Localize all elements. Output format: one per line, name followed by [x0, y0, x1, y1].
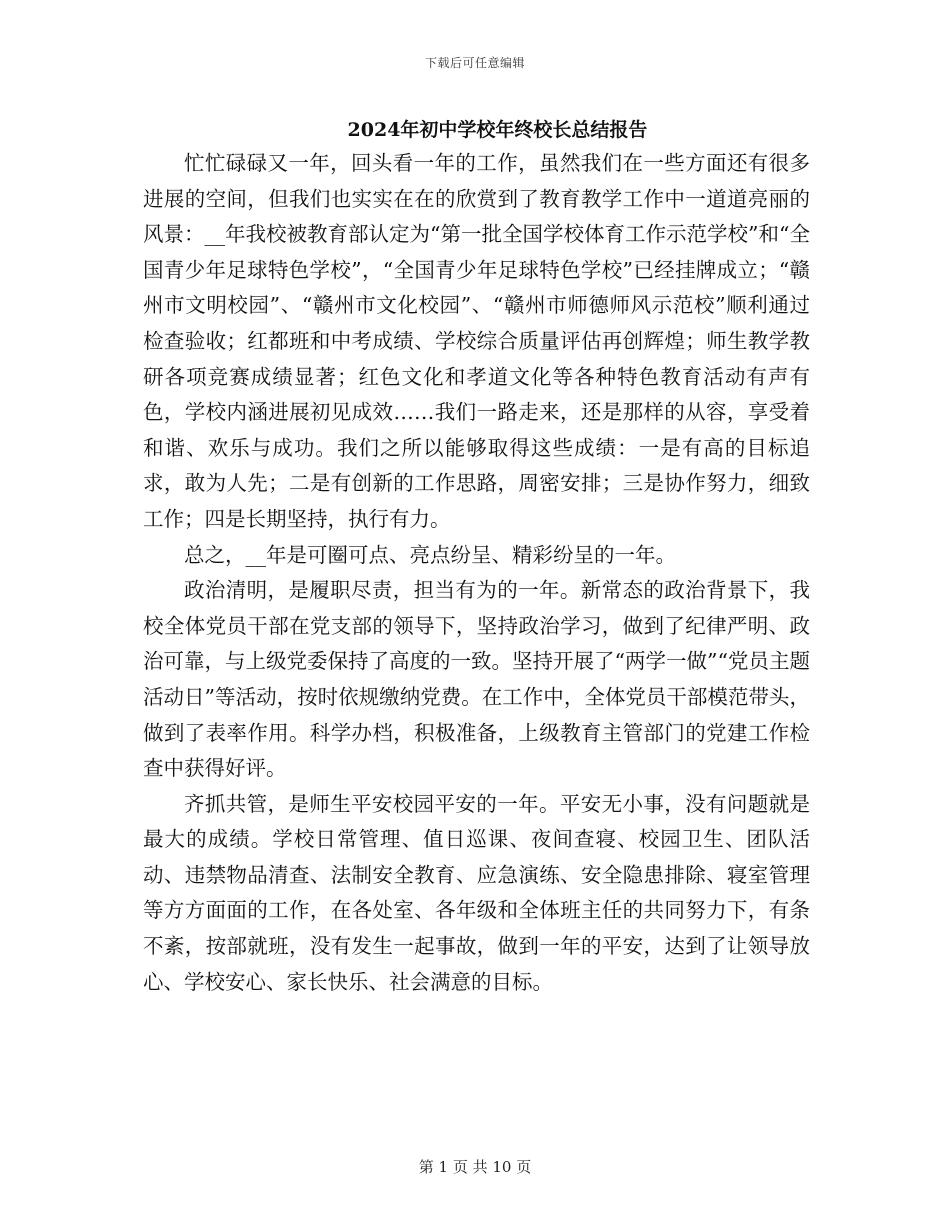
document-body [143, 146, 810, 1000]
paragraph: 总之，__年是可圈可点、亮点纷呈、精彩纷呈的一年。 [184, 542, 676, 567]
document-title: 2024年初中学校年终校长总结报告 [347, 119, 648, 141]
page-number: 第 1 页 共 10 页 [418, 1158, 532, 1176]
paragraph: 忙忙碌碌又一年，回头看一年的工作，虽然我们在一些方面还有很多进展的空间，但我们也实实在在的欣赏到了教育教学工作中一道道亮丽的风景：__年我校被教育部认定为“第一批全国学校体育工作示范学校”和“全国青少年足球特色学校”，“全国青少年足球特色学校”已经挂牌成立；“赣州市文明校园”、“赣州市文化校园”、“赣州市师德师风示范校”顺利通过检查验收；红都班和中考成绩、学校综合质量评估再创辉煌；师生教学教研各项竞赛成绩显著；红色文化和孝道文化等各种特色教育活动有声有色，学校内涵进展初见成效……我们一路走来，还是那样的从容，享受着和谐、欢乐与成功。我们之所以能够取得这些成绩：一是有高的目标追求，敢为人先；二是有创新的工作思路，周密安排；三是协作努力，细致工作；四是长期坚持，执行有力。 [143, 151, 810, 531]
paragraph: 政治清明，是履职尽责，担当有为的一年。新常态的政治背景下，我校全体党员干部在党支部的领导下，坚持政治学习，做到了纪律严明、政治可靠，与上级党委保持了高度的一致。坚持开展了“两学一做”“党员主题活动日”等活动，按时依规缴纳党费。在工作中，全体党员干部模范带头，做到了表率作用。科学办档，积极准备，上级教育主管部门的党建工作检查中获得好评。 [143, 578, 810, 781]
download-note: 下载后可任意编辑 [424, 56, 525, 70]
paragraph: 齐抓共管，是师生平安校园平安的一年。平安无小事，没有问题就是最大的成绩。学校日常管理、值日巡课、夜间查寝、校园卫生、团队活动、违禁物品清查、法制安全教育、应急演练、安全隐患排除、寝室管理等方方面面的工作，在各处室、各年级和全体班主任的共同努力下，有条不紊，按部就班，没有发生一起事故，做到一年的平安，达到了让领导放心、学校安心、家长快乐、社会满意的目标。 [143, 791, 810, 994]
